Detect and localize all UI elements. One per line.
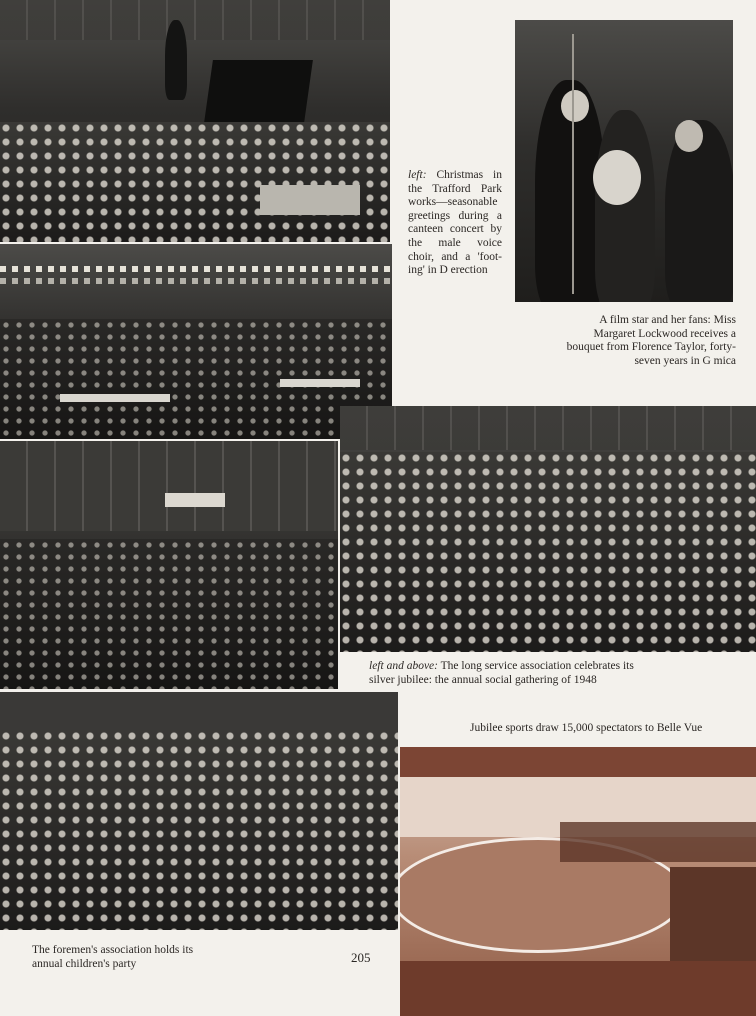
page-number: 205 [351, 950, 371, 965]
photo-christmas-works [0, 244, 392, 439]
photo-belle-vue-sports [400, 747, 756, 1016]
photo-film-star [515, 20, 733, 302]
caption-film-star: A film star and her fans: Miss Margaret Lockwood receives a bouquet from Florence Taylor, forty-seven years in G mica [566, 314, 736, 367]
photo-canteen-concert [0, 0, 390, 242]
caption-christmas-text: Christmas in the Trafford Park works—seasonable greetings during a canteen concert by the male voice choir, and a 'foot-ing' in D erection [408, 169, 502, 277]
caption-christmas [408, 169, 502, 278]
photo-long-service-hall [0, 441, 338, 689]
caption-long-service-lead: left and above: [369, 660, 438, 672]
photo-childrens-party [0, 692, 398, 930]
caption-long-service-text: The long service association celebrates its silver jubilee: the annual social gathering of 1948 [369, 660, 634, 686]
caption-long-service [369, 660, 659, 687]
caption-christmas-lead: left: [408, 169, 427, 181]
caption-foremen: The foremen's association holds its annual children's party [32, 944, 194, 970]
photo-long-service-crowd [340, 406, 756, 652]
caption-jubilee-sports: Jubilee sports draw 15,000 spectators to Belle Vue [470, 722, 703, 734]
